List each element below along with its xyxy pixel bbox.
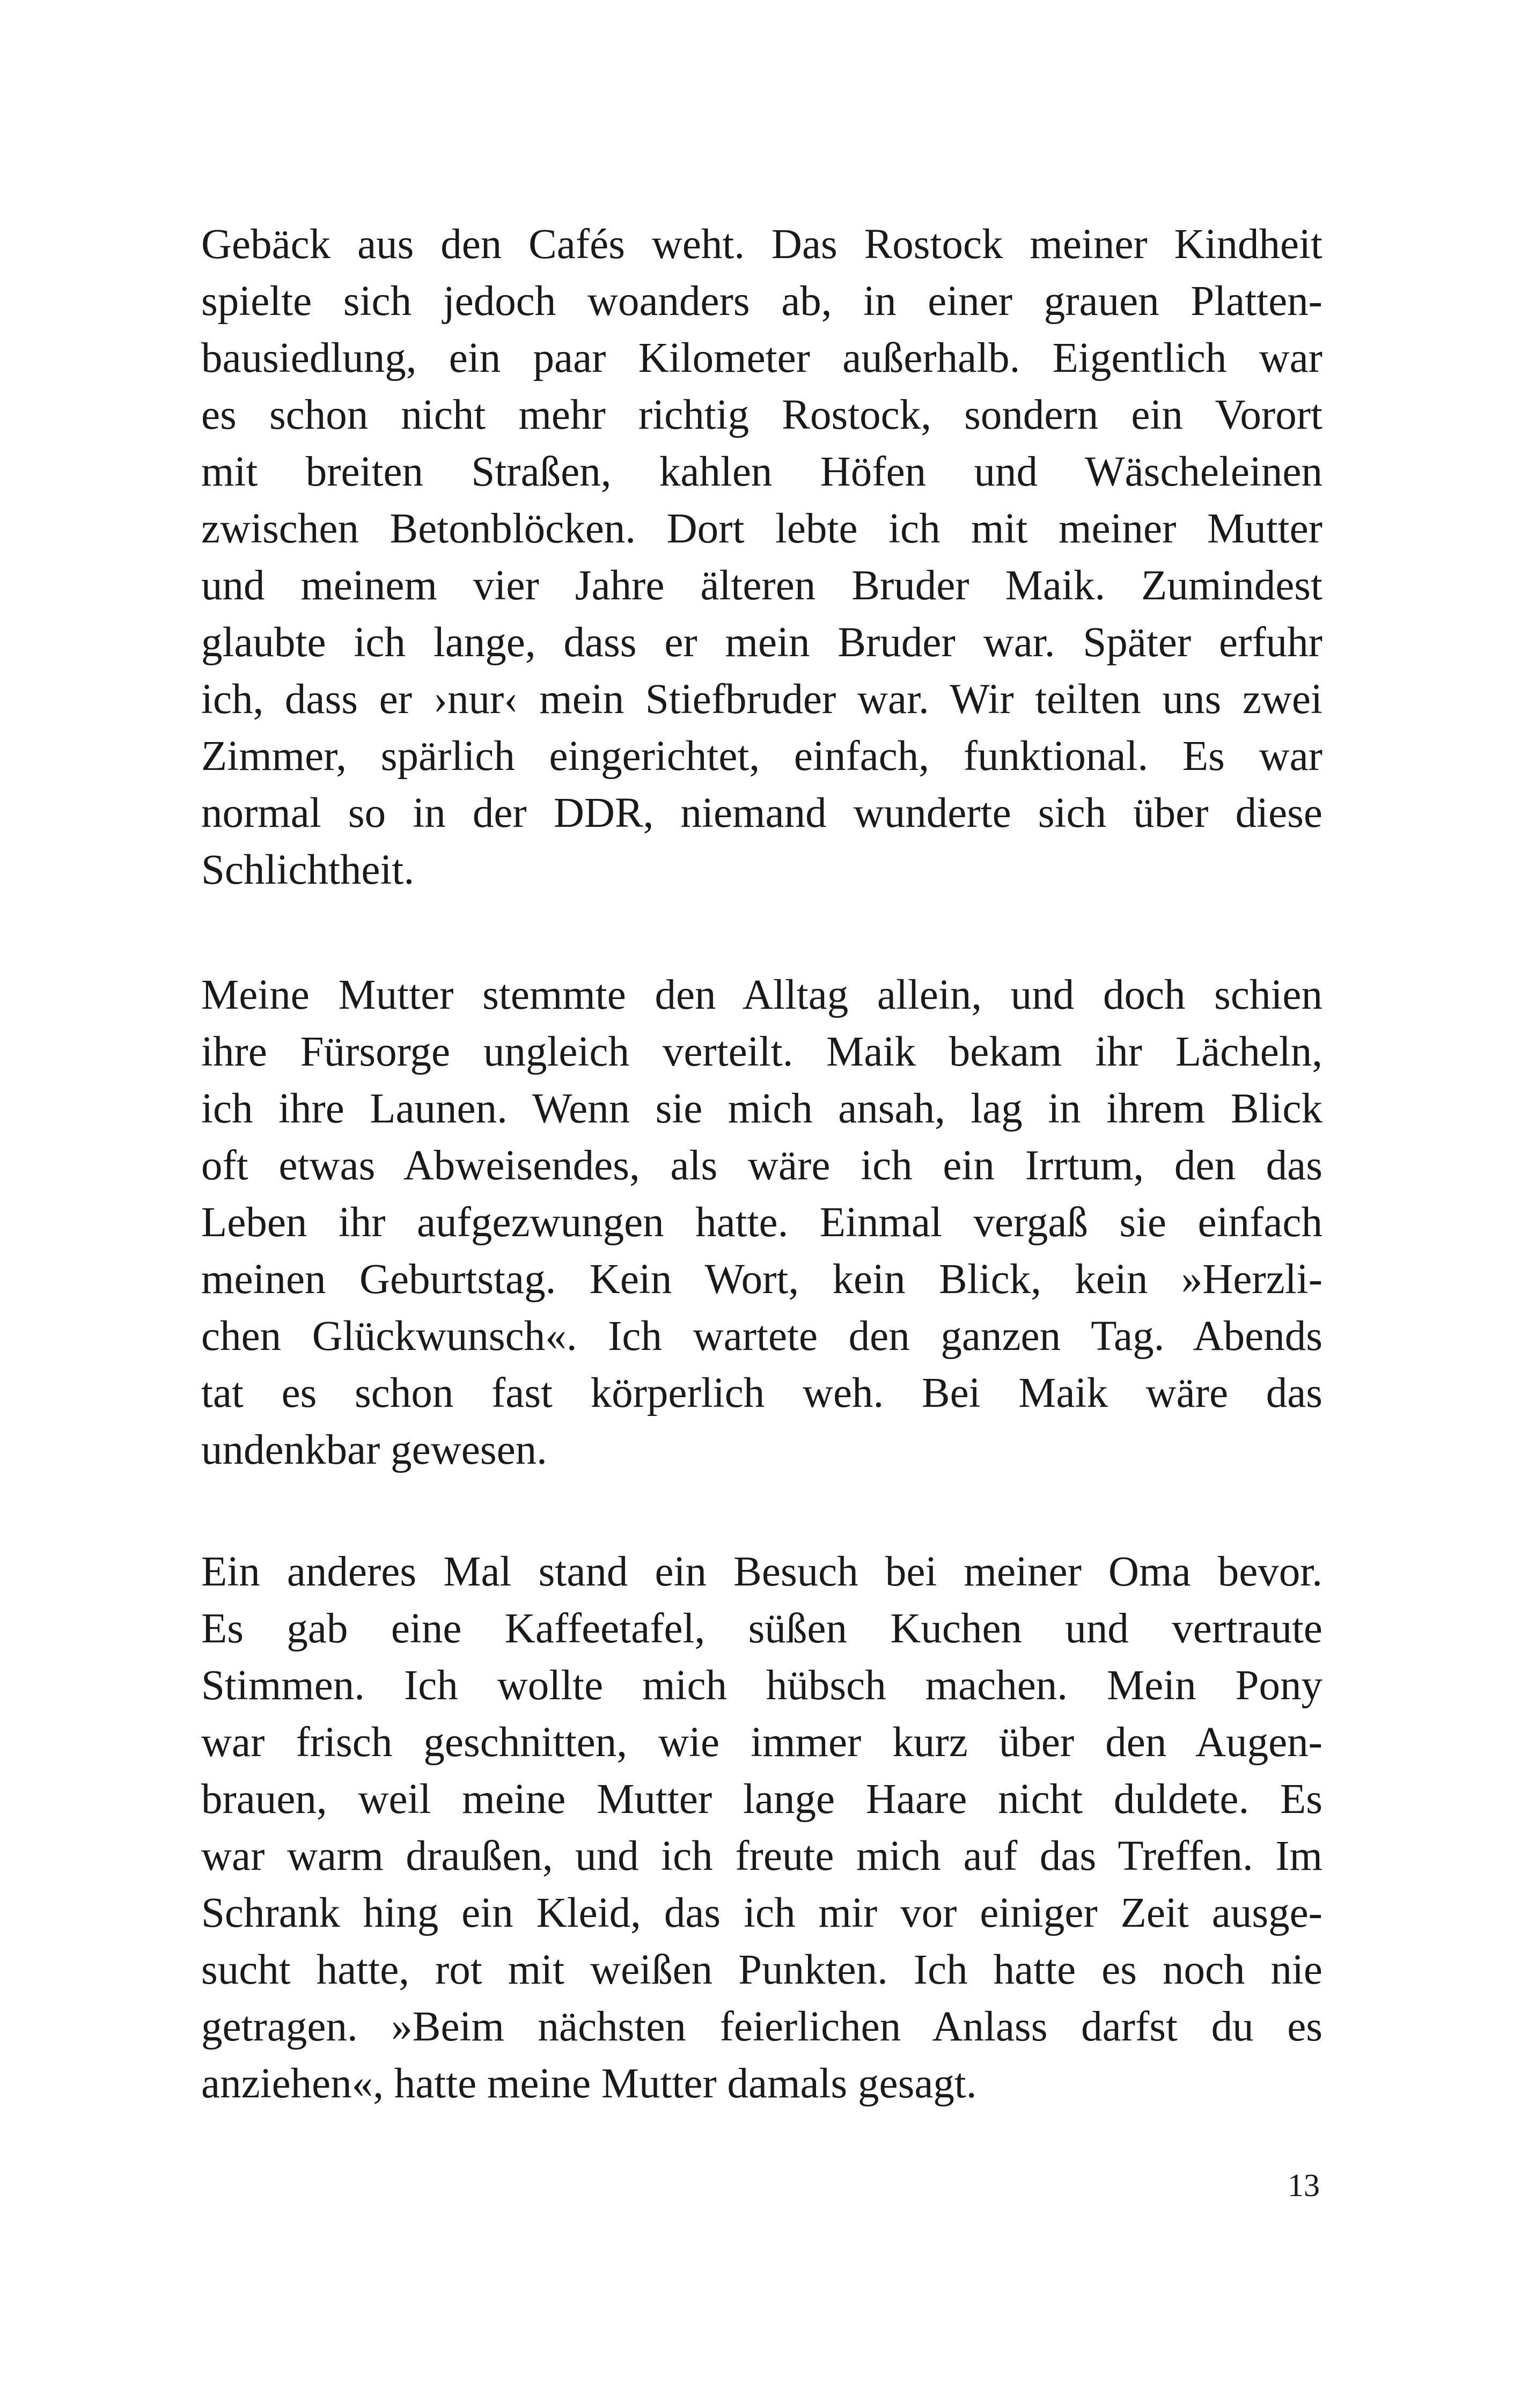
text-line: Schlichtheit. [201, 847, 415, 893]
paragraph-1 [201, 216, 1322, 899]
paragraph-2 [201, 967, 1322, 1479]
text-line: Ein anderes Mal stand ein Besuch bei meiner Oma bevor. [201, 1548, 1322, 1595]
text-line: Schrank hing ein Kleid, das ich mir vor einiger Zeit ausge- [201, 1890, 1322, 1936]
text-line: brauen, weil meine Mutter lange Haare nicht duldete. Es [201, 1776, 1322, 1823]
text-line: oft etwas Abweisendes, als wäre ich ein Irrtum, den das [201, 1142, 1322, 1189]
text-line: spielte sich jedoch woanders ab, in einer grauen Platten- [201, 278, 1322, 325]
text-line: es schon nicht mehr richtig Rostock, sondern ein Vorort [201, 392, 1322, 438]
text-line: und meinem vier Jahre älteren Bruder Maik. Zumindest [201, 562, 1322, 609]
text-line: getragen. »Beim nächsten feierlichen Anlass darfst du es [201, 2003, 1322, 2050]
text-line: anziehen«, hatte meine Mutter damals gesagt. [201, 2060, 977, 2107]
text-line: tat es schon fast körperlich weh. Bei Maik wäre das [201, 1370, 1322, 1416]
text-line: ich ihre Launen. Wenn sie mich ansah, lag in ihrem Blick [201, 1085, 1322, 1132]
paragraph-3 [201, 1544, 1322, 2112]
text-line: war warm draußen, und ich freute mich auf das Treffen. Im [201, 1833, 1322, 1880]
text-line: ihre Fürsorge ungleich verteilt. Maik bekam ihr Lächeln, [201, 1029, 1322, 1075]
text-line: glaubte ich lange, dass er mein Bruder war. Später erfuhr [201, 619, 1322, 666]
text-line: Stimmen. Ich wollte mich hübsch machen. Mein Pony [201, 1662, 1322, 1709]
text-line: ich, dass er ›nur‹ mein Stiefbruder war. Wir teilten uns zwei [201, 676, 1322, 723]
text-line: undenkbar gewesen. [201, 1427, 547, 1473]
text-line: Gebäck aus den Cafés weht. Das Rostock meiner Kindheit [201, 221, 1322, 268]
page-number: 13 [1288, 2168, 1320, 2203]
text-line: zwischen Betonblöcken. Dort lebte ich mit meiner Mutter [201, 505, 1322, 552]
text-line: meinen Geburtstag. Kein Wort, kein Blick, kein »Herzli- [201, 1256, 1322, 1303]
text-line: war frisch geschnitten, wie immer kurz über den Augen- [201, 1719, 1322, 1766]
text-line: Zimmer, spärlich eingerichtet, einfach, funktional. Es war [201, 733, 1322, 780]
text-line: chen Glückwunsch«. Ich wartete den ganzen Tag. Abends [201, 1313, 1322, 1360]
text-line: mit breiten Straßen, kahlen Höfen und Wäscheleinen [201, 449, 1322, 495]
text-line: Es gab eine Kaffeetafel, süßen Kuchen und vertraute [201, 1605, 1322, 1652]
text-line: Meine Mutter stemmte den Alltag allein, und doch schien [201, 972, 1322, 1018]
text-line: sucht hatte, rot mit weißen Punkten. Ich hatte es noch nie [201, 1947, 1322, 1993]
text-line: bausiedlung, ein paar Kilometer außerhalb. Eigentlich war [201, 335, 1322, 381]
text-line: normal so in der DDR, niemand wunderte sich über diese [201, 790, 1322, 836]
text-line: Leben ihr aufgezwungen hatte. Einmal vergaß sie einfach [201, 1199, 1322, 1246]
